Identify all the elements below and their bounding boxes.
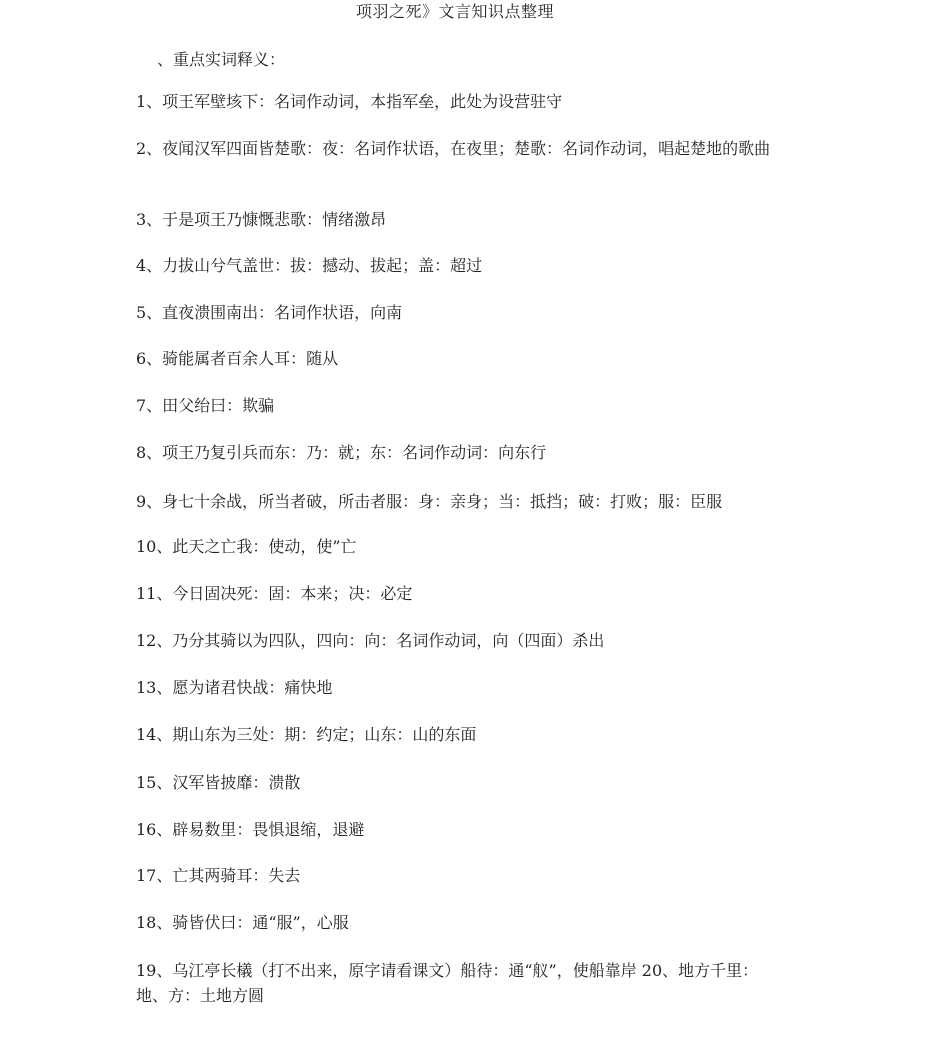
list-item: 15、汉军皆披靡：溃散: [136, 773, 301, 792]
list-item: 16、辟易数里：畏惧退缩，退避: [136, 820, 365, 839]
list-item: 8、项王乃复引兵而东：乃：就；东：名词作动词：向东行: [136, 443, 547, 462]
list-item: 11、今日固决死：固：本来；决：必定: [136, 584, 413, 603]
list-item: 12、乃分其骑以为四队，四向：向：名词作动词，向（四面）杀出: [136, 631, 605, 650]
list-item: 14、期山东为三处：期：约定；山东：山的东面: [136, 725, 477, 744]
list-item: 4、力拔山兮气盖世：拔：撼动、拔起；盖：超过: [136, 256, 483, 275]
section-heading: 、重点实词释义：: [157, 50, 286, 69]
list-item: 1、项王军壁垓下：名词作动词，本指军垒，此处为设营驻守: [136, 92, 563, 111]
document-title: 项羽之死》文言知识点整理: [355, 2, 554, 21]
list-item: 13、愿为诸君快战：痛快地: [136, 678, 333, 697]
list-item: 17、亡其两骑耳：失去: [136, 866, 301, 885]
list-item: 9、身七十余战，所当者破，所击者服：身：亲身；当：抵挡；破：打败；服：臣服: [136, 492, 723, 511]
list-item: 6、骑能属者百余人耳：随从: [136, 349, 339, 368]
list-item: 7、田父绐曰：欺骗: [136, 396, 275, 415]
list-item: 10、此天之亡我：使动，使”亡: [136, 537, 357, 556]
list-item: 5、直夜溃围南出：名词作状语，向南: [136, 303, 403, 322]
list-item: 18、骑皆伏曰：通“服”，心服: [136, 913, 349, 932]
list-item: 2、夜闻汉军四面皆楚歌：夜：名词作状语，在夜里；楚歌：名词作动词，唱起楚地的歌曲: [136, 139, 771, 158]
list-item: 19、乌江亭长檥（打不出来，原字请看课文）船待：通“舣”，使船靠岸 20、地方千里：地、方：土地方圆: [136, 961, 759, 1005]
list-item: 3、于是项王乃慷慨悲歌：情绪激昂: [136, 210, 387, 229]
